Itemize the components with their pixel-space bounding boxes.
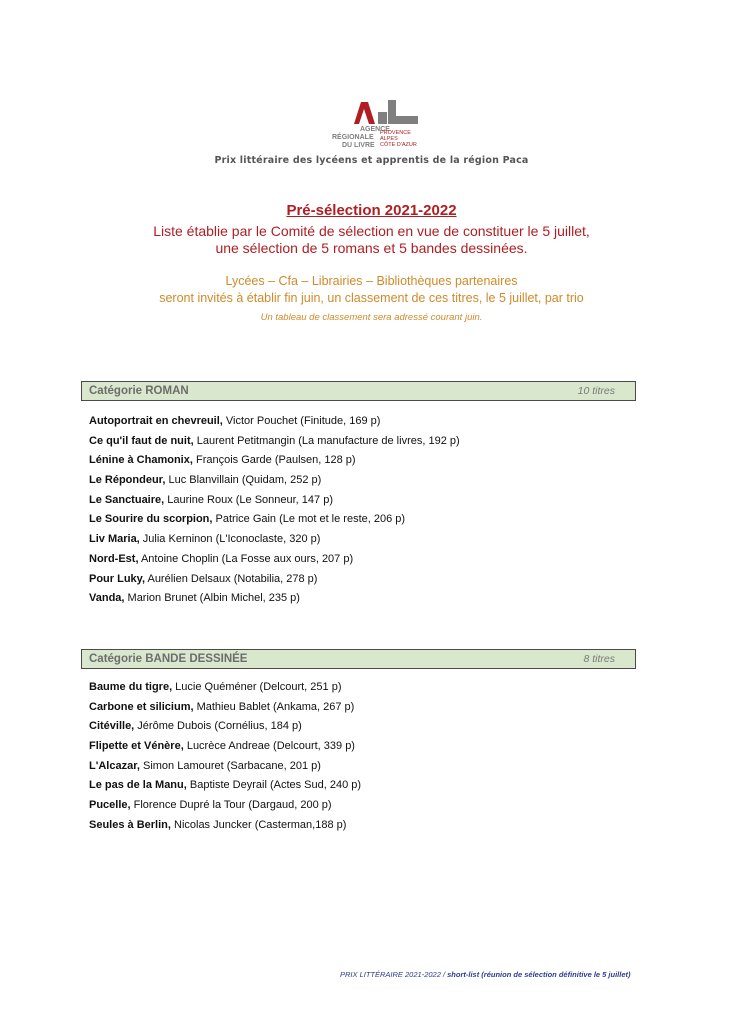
logo-line-1: AGENCE bbox=[360, 126, 390, 133]
book-title: Ce qu'il faut de nuit, bbox=[89, 434, 194, 447]
book-item bbox=[89, 779, 361, 799]
book-item bbox=[89, 474, 460, 494]
book-title: Citéville, bbox=[89, 720, 135, 733]
book-title: Pour Luky, bbox=[89, 572, 146, 585]
partners-line-1: Lycées – Cfa – Librairies – Bibliothèques partenaires bbox=[225, 274, 518, 288]
book-title: Lénine à Chamonix, bbox=[89, 454, 193, 467]
category-count: 8 titres bbox=[583, 653, 615, 665]
book-item bbox=[89, 799, 361, 819]
book-item bbox=[89, 592, 460, 612]
book-details: Victor Pouchet (Finitude, 169 p) bbox=[222, 415, 381, 427]
book-title: L'Alcazar, bbox=[89, 759, 140, 772]
book-details: Lucie Quéméner (Delcourt, 251 p) bbox=[172, 681, 342, 693]
book-item bbox=[89, 760, 361, 780]
logo-region-3: CÔTE D'AZUR bbox=[380, 142, 417, 148]
book-title: Le Sanctuaire, bbox=[89, 493, 165, 506]
book-title: Carbone et silicium, bbox=[89, 700, 194, 713]
page-heading: Pré-sélection 2021-2022 bbox=[286, 202, 457, 219]
book-title: Autoportrait en chevreuil, bbox=[89, 415, 223, 427]
intro-line-1: Liste établie par le Comité de sélection en vue de constituer le 5 juillet, bbox=[153, 223, 590, 239]
book-item bbox=[89, 819, 361, 839]
book-item bbox=[89, 435, 460, 455]
logo-region-1: PROVENCE bbox=[380, 130, 411, 136]
logo-region-2: ALPES bbox=[380, 136, 398, 142]
book-title: Le Sourire du scorpion, bbox=[89, 513, 213, 526]
book-details: Lucrèce Andreae (Delcourt, 339 p) bbox=[183, 740, 355, 753]
book-details: Marion Brunet (Albin Michel, 235 p) bbox=[124, 592, 300, 605]
book-item bbox=[89, 573, 460, 593]
book-details: François Garde (Paulsen, 128 p) bbox=[192, 454, 356, 467]
category-label: Catégorie BANDE DESSINÉE bbox=[89, 653, 248, 665]
book-item bbox=[89, 494, 460, 514]
book-details: Luc Blanvillain (Quidam, 252 p) bbox=[165, 474, 322, 487]
book-item bbox=[89, 720, 361, 740]
book-item bbox=[89, 701, 361, 721]
book-details: Jérôme Dubois (Cornélius, 184 p) bbox=[134, 720, 302, 733]
book-title: Le Répondeur, bbox=[89, 474, 166, 487]
book-details: Patrice Gain (Le mot et le reste, 206 p) bbox=[212, 513, 406, 526]
book-title: Seules à Berlin, bbox=[89, 818, 171, 831]
category-count: 10 titres bbox=[577, 385, 615, 397]
logo-line-3: DU LIVRE bbox=[342, 142, 375, 149]
book-details: Laurine Roux (Le Sonneur, 147 p) bbox=[164, 493, 333, 506]
logo-line-2: RÉGIONALE bbox=[332, 134, 374, 141]
category-bar-bd bbox=[81, 649, 636, 669]
intro-line-2: une sélection de 5 romans et 5 bandes dessinées. bbox=[215, 240, 528, 256]
book-title: Liv Maria, bbox=[89, 533, 140, 546]
book-title: Flipette et Vénère, bbox=[89, 740, 184, 753]
book-item bbox=[89, 740, 361, 760]
category-bar-roman bbox=[81, 381, 636, 401]
book-details: Nicolas Juncker (Casterman,188 p) bbox=[170, 818, 347, 831]
book-details: Mathieu Bablet (Ankama, 267 p) bbox=[193, 700, 355, 713]
book-item bbox=[89, 513, 460, 533]
bd-book-list bbox=[89, 681, 361, 839]
roman-book-list bbox=[89, 415, 460, 612]
book-item bbox=[89, 415, 460, 435]
book-details: Aurélien Delsaux (Notabilia, 278 p) bbox=[145, 572, 318, 585]
book-details: Simon Lamouret (Sarbacane, 201 p) bbox=[139, 759, 321, 772]
page-footer bbox=[340, 970, 631, 979]
book-title: Vanda, bbox=[89, 592, 125, 605]
footer-left: PRIX LITTÉRAIRE 2021-2022 / bbox=[340, 970, 448, 979]
book-details: Florence Dupré la Tour (Dargaud, 200 p) bbox=[130, 799, 332, 812]
book-item bbox=[89, 454, 460, 474]
category-label: Catégorie ROMAN bbox=[89, 385, 189, 397]
arl-logo bbox=[330, 98, 430, 154]
book-details: Julia Kerninon (L'Iconoclaste, 320 p) bbox=[139, 533, 321, 546]
book-item bbox=[89, 681, 361, 701]
book-item bbox=[89, 533, 460, 553]
partners-note: Un tableau de classement sera adressé courant juin. bbox=[260, 312, 483, 323]
book-details: Baptiste Deyrail (Actes Sud, 240 p) bbox=[186, 779, 362, 792]
prize-title: Prix littéraire des lycéens et apprentis de la région Paca bbox=[214, 155, 529, 166]
book-title: Nord-Est, bbox=[89, 552, 139, 565]
partners-line-2: seront invités à établir fin juin, un classement de ces titres, le 5 juillet, par trio bbox=[159, 291, 584, 305]
book-title: Baume du tigre, bbox=[89, 681, 173, 693]
book-details: Antoine Choplin (La Fosse aux ours, 207 p) bbox=[138, 552, 354, 565]
book-item bbox=[89, 553, 460, 573]
footer-right: short-list (réunion de sélection définitive le 5 juillet) bbox=[447, 970, 631, 979]
book-details: Laurent Petitmangin (La manufacture de livres, 192 p) bbox=[193, 434, 460, 447]
book-title: Le pas de la Manu, bbox=[89, 779, 187, 792]
book-title: Pucelle, bbox=[89, 799, 131, 812]
